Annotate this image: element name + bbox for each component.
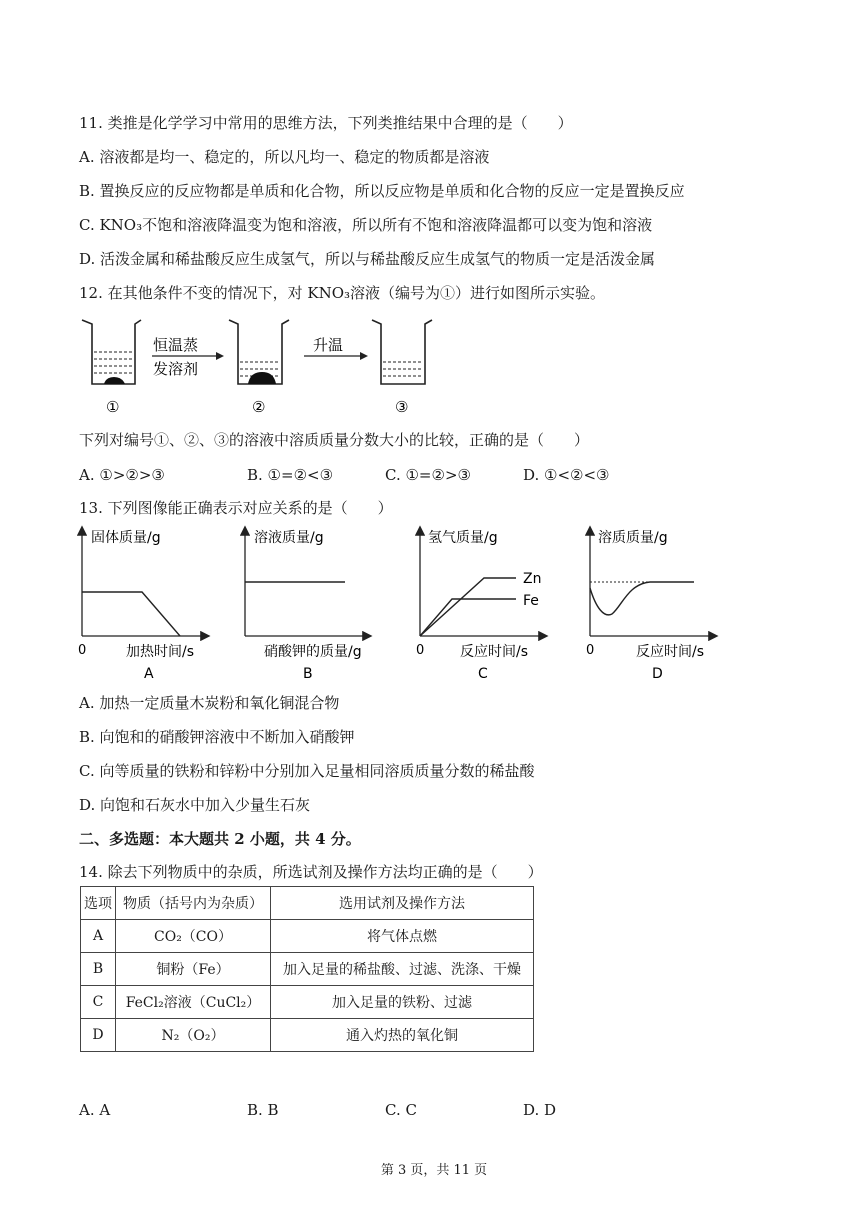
graph-c-xlabel: 反应时间/s: [460, 644, 529, 660]
q11-option-c: C. KNO₃不饱和溶液降温变为饱和溶液，所以所有不饱和溶液降温都可以变为饱和溶液: [79, 216, 653, 234]
q13-option-c: C. 向等质量的铁粉和锌粉中分别加入足量相同溶质质量分数的稀盐酸: [79, 762, 535, 780]
table-row: [81, 920, 534, 953]
table-cell: CO₂（CO）: [116, 920, 271, 953]
q11-option-b: B. 置换反应的反应物都是单质和化合物，所以反应物是单质和化合物的反应一定是置换反应: [79, 182, 685, 200]
graph-b-xlabel: 硝酸钾的质量/g: [264, 644, 362, 660]
table-cell: D: [81, 1019, 116, 1052]
q12-option-c: C. ①=②>③: [385, 466, 471, 484]
table-cell: FeCl₂溶液（CuCl₂）: [116, 986, 271, 1019]
table-header-cell: 物质（括号内为杂质）: [116, 887, 271, 920]
q11-stem: 11. 类推是化学学习中常用的思维方法，下列类推结果中合理的是（ ）: [79, 114, 573, 132]
q12-option-b: B. ①=②<③: [247, 466, 334, 484]
q12-option-a: A. ①>②>③: [79, 466, 165, 484]
graph-d-xlabel: 反应时间/s: [636, 644, 705, 660]
graph-c-origin: 0: [416, 643, 425, 658]
graph-a-xlabel: 加热时间/s: [126, 644, 195, 660]
table-cell: C: [81, 986, 116, 1019]
page-footer: 第 3 页，共 11 页: [380, 1163, 488, 1178]
graph-c-letter: C: [478, 666, 488, 682]
table-row: [81, 986, 534, 1019]
arrow1-label-line1: 恒温蒸: [153, 336, 199, 354]
arrow2-label: 升温: [313, 336, 344, 354]
q14-option-c: C. C: [385, 1101, 417, 1119]
graph-a-origin: 0: [78, 643, 87, 658]
table-cell: B: [81, 953, 116, 986]
q12-stem: 12. 在其他条件不变的情况下，对 KNO₃溶液（编号为①）进行如图所示实验。: [79, 284, 606, 302]
table-header-row: [81, 887, 534, 920]
graph-c: [416, 528, 546, 682]
table-cell: 加入足量的稀盐酸、过滤、洗涤、干燥: [271, 953, 534, 986]
graph-d-origin: 0: [586, 643, 595, 658]
q13-stem: 13. 下列图像能正确表示对应关系的是（ ）: [79, 499, 393, 517]
graph-c-line-fe: Fe: [523, 593, 539, 609]
arrow1-label-line2: 发溶剂: [153, 360, 199, 378]
table-row: [81, 953, 534, 986]
graph-d: [586, 528, 716, 682]
q13-option-a: A. 加热一定质量木炭粉和氧化铜混合物: [79, 694, 340, 712]
beaker-3: [372, 320, 432, 384]
graph-d-letter: D: [652, 666, 663, 682]
graph-b: [245, 528, 370, 682]
q12-beaker-diagram: [0, 314, 868, 424]
beaker-2: [229, 320, 289, 384]
q14-option-b: B. B: [247, 1101, 279, 1119]
q11-option-d: D. 活泼金属和稀盐酸反应生成氢气，所以与稀盐酸反应生成氢气的物质一定是活泼金属: [79, 250, 656, 268]
table-cell: 铜粉（Fe）: [116, 953, 271, 986]
q12-question: 下列对编号①、②、③的溶液中溶质质量分数大小的比较，正确的是（ ）: [79, 431, 590, 449]
q12-option-d: D. ①<②<③: [523, 466, 610, 484]
beaker-label-2: ②: [252, 398, 266, 416]
q13-option-d: D. 向饱和石灰水中加入少量生石灰: [79, 796, 311, 814]
table-header-cell: 选项: [81, 887, 116, 920]
graph-a: [78, 528, 208, 682]
q13-graphs: [0, 522, 868, 682]
graph-d-ylabel: 溶质质量/g: [598, 530, 668, 546]
graph-a-ylabel: 固体质量/g: [91, 530, 161, 546]
q11-option-a: A. 溶液都是均一、稳定的，所以凡均一、稳定的物质都是溶液: [79, 148, 490, 166]
q14-table: [80, 886, 534, 1052]
q14-stem: 14. 除去下列物质中的杂质，所选试剂及操作方法均正确的是（ ）: [79, 863, 543, 881]
table-cell: 将气体点燃: [271, 920, 534, 953]
q13-option-b: B. 向饱和的硝酸钾溶液中不断加入硝酸钾: [79, 728, 355, 746]
q14-option-d: D. D: [523, 1101, 557, 1119]
table-cell: 通入灼热的氧化铜: [271, 1019, 534, 1052]
graph-a-letter: A: [144, 666, 154, 682]
table-header-cell: 选用试剂及操作方法: [271, 887, 534, 920]
beaker-1: [82, 320, 141, 384]
beaker-label-3: ③: [395, 398, 409, 416]
section-heading-multiple-choice: 二、多选题：本大题共 2 小题，共 4 分。: [79, 830, 361, 848]
graph-b-letter: B: [303, 666, 313, 682]
beaker-label-1: ①: [106, 398, 120, 416]
table-row: [81, 1019, 534, 1052]
graph-c-ylabel: 氢气质量/g: [428, 530, 498, 546]
q14-option-a: A. A: [79, 1101, 111, 1119]
table-cell: A: [81, 920, 116, 953]
table-cell: N₂（O₂）: [116, 1019, 271, 1052]
graph-c-line-zn: Zn: [523, 571, 542, 587]
graph-b-ylabel: 溶液质量/g: [254, 530, 324, 546]
table-cell: 加入足量的铁粉、过滤: [271, 986, 534, 1019]
